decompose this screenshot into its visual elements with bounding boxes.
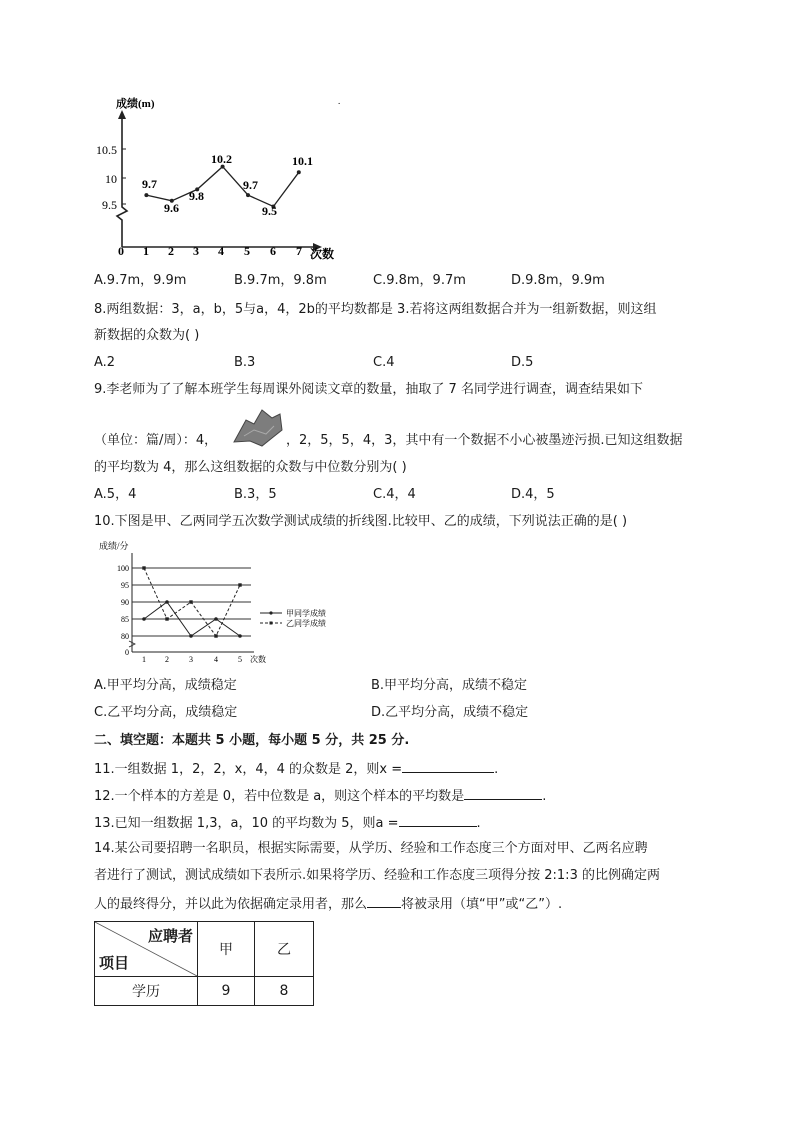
chart2-ytick-label: 85 — [121, 615, 129, 624]
chart1-point-label: 10.1 — [292, 154, 313, 168]
q9-option-a[interactable]: A.5，4 — [94, 487, 137, 502]
score-table — [94, 921, 314, 1006]
q14-stem-line1: 14.某公司要招聘一名职员，根据实际需要，从学历、经验和工作态度三个方面对甲、乙两名应聘 — [94, 841, 648, 856]
q7-option-b[interactable]: B.9.7m，9.8m — [234, 273, 327, 288]
chart2-ylabel: 成绩/分 — [99, 541, 129, 551]
chart2-xtick-label: 3 — [189, 655, 193, 664]
chart2-yi-point — [142, 566, 145, 569]
q10-option-d[interactable]: D.乙平均分高，成绩不稳定 — [371, 705, 529, 720]
row-value-yi: 8 — [255, 977, 314, 1006]
q9-stem-line2b: ，2，5，5，4，3，其中有一个数据不小心被墨迹污损.已知这组数据 — [286, 433, 683, 448]
chart2-jia-point — [142, 617, 146, 621]
ink-smudge-image — [232, 408, 284, 448]
chart1-point-label: 10.2 — [211, 152, 232, 166]
chart1-xtick-label: 4 — [218, 244, 224, 258]
q13-answer-blank[interactable] — [399, 813, 477, 827]
q8-stem-line2: 新数据的众数为( ) — [94, 328, 200, 343]
chart1-y-axis — [117, 116, 127, 247]
chart1-dot-mark: . — [338, 96, 341, 106]
table-diagonal-header-cell — [95, 922, 198, 977]
q11 — [94, 759, 498, 779]
legend-yi-marker — [270, 622, 273, 625]
q9-stem-line3: 的平均数为 4，那么这组数据的众数与中位数分别为( ) — [94, 460, 407, 475]
chart1-data-point — [297, 170, 301, 174]
chart2-yi-point — [214, 634, 217, 637]
q10-stem: 10.下图是甲、乙两同学五次数学测试成绩的折线图.比较甲、乙的成绩，下列说法正确的是( ) — [94, 514, 628, 529]
q7-option-c[interactable]: C.9.8m，9.7m — [373, 273, 466, 288]
chart1-xtick-label: 0 — [118, 244, 124, 258]
chart2-xtick-label: 4 — [214, 655, 218, 664]
chart2-jia-point — [165, 600, 169, 604]
chart2-ytick-label: 0 — [125, 648, 129, 657]
chart1-point-label: 9.8 — [189, 189, 204, 203]
q7-option-a[interactable]: A.9.7m，9.9m — [94, 273, 187, 288]
q10-option-a[interactable]: A.甲平均分高，成绩稳定 — [94, 678, 237, 693]
chart1-xlabel: 次数 — [310, 247, 335, 261]
chart2-ytick-label: 80 — [121, 632, 129, 641]
q14-answer-blank[interactable] — [367, 894, 401, 908]
chart1-point-label: 9.6 — [164, 201, 179, 215]
section-heading: 二、填空题：本题共 5 小题，每小题 5 分，共 25 分. — [94, 733, 410, 748]
chart2-ytick-label: 90 — [121, 598, 129, 607]
chart1-xtick-label: 2 — [168, 244, 174, 258]
chart2-ytick-label: 100 — [117, 564, 129, 573]
chart-jump-scores — [90, 92, 350, 267]
chart1-xtick-label: 3 — [193, 244, 199, 258]
q8-stem-line1: 8.两组数据：3，a，b，5与a，4，2b的平均数都是 3.若将这两组数据合并为一组新数据，则这组 — [94, 302, 657, 317]
chart1-y-arrow — [118, 110, 126, 119]
chart1-data-point — [144, 193, 148, 197]
q12-answer-blank[interactable] — [464, 786, 542, 800]
q13 — [94, 813, 481, 833]
chart2-ytick-label: 95 — [121, 581, 129, 590]
chart2-yi-point — [189, 600, 192, 603]
legend-yi-label: 乙同学成绩 — [286, 619, 326, 628]
q8-option-b[interactable]: B.3 — [234, 355, 256, 370]
header-jia: 甲 — [198, 922, 255, 977]
q9-option-b[interactable]: B.3，5 — [234, 487, 277, 502]
q14-text-b: 将被录用（填“甲”或“乙”）. — [401, 897, 563, 912]
chart1-ytick-label: 9.5 — [102, 198, 117, 212]
chart1-xtick-label: 6 — [270, 244, 276, 258]
header-yi: 乙 — [255, 922, 314, 977]
chart2-jia-point — [189, 634, 193, 638]
header-item: 项目 — [99, 954, 130, 972]
chart2-xtick-label: 2 — [165, 655, 169, 664]
chart2-yi-point — [238, 583, 241, 586]
q14-stem-line3 — [94, 894, 562, 914]
q9-option-d[interactable]: D.4，5 — [511, 487, 555, 502]
q10-option-c[interactable]: C.乙平均分高，成绩稳定 — [94, 705, 238, 720]
chart1-data-point — [246, 193, 250, 197]
chart1-xtick-label: 1 — [143, 244, 149, 258]
table-row — [95, 977, 314, 1006]
legend-jia-marker — [269, 611, 272, 614]
chart2-yi-point — [165, 617, 168, 620]
q10-option-b[interactable]: B.甲平均分高，成绩不稳定 — [371, 678, 528, 693]
q9-stem-line2a: （单位：篇/周）：4， — [94, 433, 218, 448]
chart1-xtick-label: 7 — [296, 244, 302, 258]
table-header-row — [95, 922, 314, 977]
q7-option-d[interactable]: D.9.8m，9.9m — [511, 273, 605, 288]
chart1-point-label: 9.7 — [142, 177, 157, 191]
q14-stem-line2: 者进行了测试，测试成绩如下表所示.如果将学历、经验和工作态度三项得分按 2:1:3 的比例确定两 — [94, 868, 660, 883]
q11-end: . — [494, 762, 499, 777]
q12-end: . — [542, 789, 547, 804]
chart2-xtick-label: 1 — [142, 655, 146, 664]
q13-text: 13.已知一组数据 1,3，a，10 的平均数为 5，则a = — [94, 816, 399, 831]
chart1-ytick-label: 10 — [105, 172, 117, 186]
q9-option-c[interactable]: C.4，4 — [373, 487, 416, 502]
q14-text-a: 人的最终得分，并以此为依据确定录用者，那么 — [94, 897, 368, 912]
chart1-ylabel: 成绩(m) — [116, 98, 155, 110]
chart1-ytick-label: 10.5 — [96, 143, 117, 157]
chart1-point-label: 9.5 — [262, 204, 277, 218]
chart2-xlabel: 次数 — [250, 655, 266, 664]
q13-end: . — [476, 816, 481, 831]
chart2-jia-point — [238, 634, 242, 638]
q12-text: 12.一个样本的方差是 0，若中位数是 a，则这个样本的平均数是 — [94, 789, 465, 804]
q11-answer-blank[interactable] — [402, 759, 494, 773]
header-applicant: 应聘者 — [147, 927, 193, 945]
q9-stem-line1: 9.李老师为了了解本班学生每周课外阅读文章的数量，抽取了 7 名同学进行调查，调查结果如下 — [94, 382, 643, 397]
chart2-xtick-label: 5 — [238, 655, 242, 664]
q8-option-d[interactable]: D.5 — [511, 355, 534, 370]
legend-jia-label: 甲同学成绩 — [286, 609, 326, 618]
row-label: 学历 — [95, 977, 198, 1006]
q8-option-a[interactable]: A.2 — [94, 355, 116, 370]
chart2-jia-point — [214, 617, 218, 621]
chart1-point-label: 9.7 — [243, 178, 258, 192]
chart-two-students-scores — [96, 537, 356, 669]
q8-option-c[interactable]: C.4 — [373, 355, 395, 370]
chart1-xtick-label: 5 — [244, 244, 250, 258]
row-value-jia: 9 — [198, 977, 255, 1006]
q12 — [94, 786, 546, 806]
q11-text: 11.一组数据 1，2，2，x，4，4 的众数是 2，则x = — [94, 762, 403, 777]
